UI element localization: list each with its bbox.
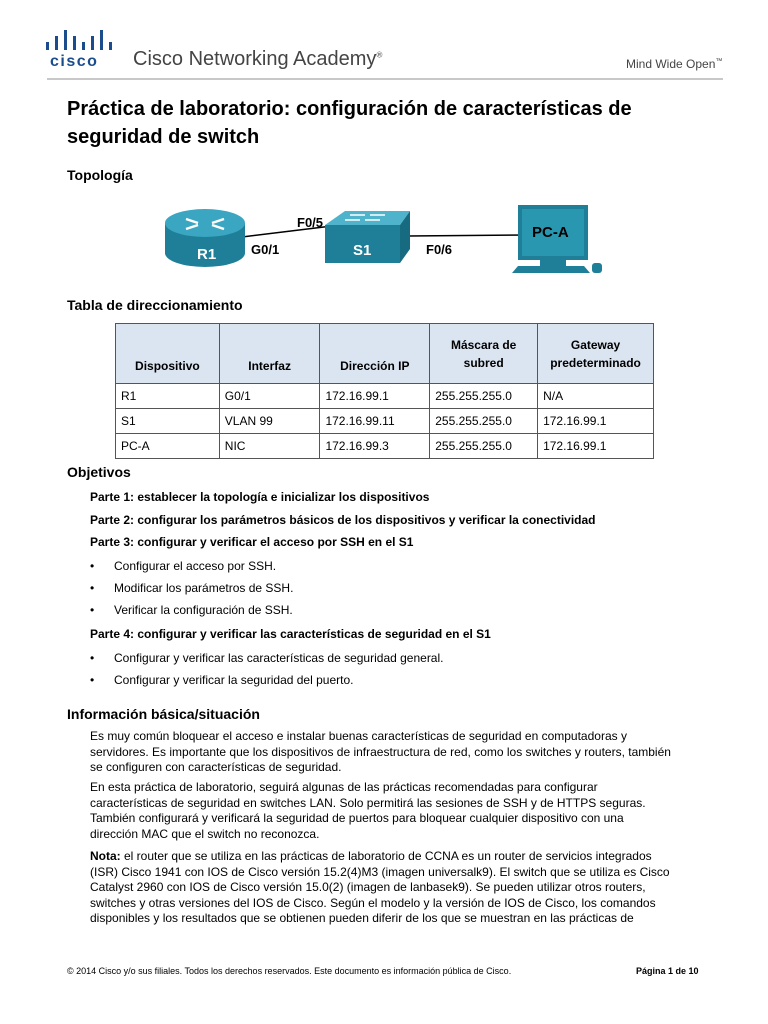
table-row (116, 384, 654, 409)
table-row (116, 434, 654, 459)
table-cell: G0/1 (219, 384, 320, 409)
objectives-heading: Objetivos (67, 464, 131, 480)
table-cell: 172.16.99.1 (538, 409, 654, 434)
table-row (116, 409, 654, 434)
col-header: Máscara de subred (430, 324, 538, 384)
addressing-table (115, 323, 654, 459)
table-header-row (116, 324, 654, 384)
table-cell: 172.16.99.1 (320, 384, 430, 409)
objective-part-2: Parte 2: configurar los parámetros básicos de los dispositivos y verificar la conectividad (90, 513, 596, 527)
table-cell: 172.16.99.3 (320, 434, 430, 459)
col-header: Dirección IP (320, 324, 430, 384)
page-number: Página 1 de 10 (636, 966, 699, 976)
topology-heading: Topología (67, 167, 133, 183)
col-header: Dispositivo (116, 324, 220, 384)
if-s1-f05: F0/5 (297, 215, 324, 230)
table-cell: R1 (116, 384, 220, 409)
router-label: R1 (197, 246, 217, 263)
if-r1-g01: G0/1 (251, 242, 280, 257)
table-cell: PC-A (116, 434, 220, 459)
background-paragraph-2: En esta práctica de laboratorio, seguirá algunas de las prácticas recomendadas para configurar características de seguridad en switches LAN. Solo permitirá las sesiones de SSH y de HTTPS seguras. También configurará y verificará la seguridad de puertos para bloquear cualquier dispositivo con una dirección MAC que el switch no reconozca. (90, 780, 646, 841)
topology-diagram (160, 197, 610, 292)
background-heading: Información básica/situación (67, 706, 260, 722)
objective-part-4: Parte 4: configurar y verificar las características de seguridad en el S1 (90, 627, 491, 641)
if-s1-f06: F0/6 (426, 242, 453, 257)
list-item: • Configurar y verificar las características de seguridad general. (90, 651, 444, 665)
cable-s1-pca (408, 235, 528, 236)
table-cell: 172.16.99.1 (538, 434, 654, 459)
table-cell: 255.255.255.0 (430, 409, 538, 434)
col-header: Gateway predeterminado (538, 324, 654, 384)
switch-label: S1 (353, 242, 372, 259)
objective-part-3: Parte 3: configurar y verificar el acceso por SSH en el S1 (90, 535, 414, 549)
background-paragraph-1: Es muy común bloquear el acceso e instalar buenas características de seguridad en computadoras y servidores. Es importante que los dispositivos de infraestructura de red, como los switches y routers, también se configuren con características de seguridad. (90, 729, 671, 774)
table-cell: S1 (116, 409, 220, 434)
table-cell: 255.255.255.0 (430, 384, 538, 409)
cisco-logo-bars-icon (46, 30, 112, 52)
table-cell: N/A (538, 384, 654, 409)
page-title: Práctica de laboratorio: configuración de características de seguridad de switch (67, 98, 632, 148)
note-paragraph: Nota: el router que se utiliza en las prácticas de laboratorio de CCNA es un router de servicios integrados (ISR) Cisco 1941 con IOS de Cisco versión 15.2(4)M3 (imagen universalk9). El switch que se utiliza es Cisco Catalyst 2960 con IOS de Cisco versión 15.0(2) (imagen de lanbasek9). Se pueden utilizar otros routers, switches y otras versiones del IOS de Cisco. Según el modelo y la versión de IOS de Cisco, los comandos disponibles y los resultados que se obtienen pueden diferir de los que se muestran en las prácticas de (90, 849, 670, 925)
table-cell: NIC (219, 434, 320, 459)
list-item: • Verificar la configuración de SSH. (90, 603, 293, 617)
list-item: • Configurar y verificar la seguridad del puerto. (90, 673, 354, 687)
header-divider (47, 78, 723, 80)
tagline: Mind Wide Open™ (626, 57, 723, 71)
list-item: • Configurar el acceso por SSH. (90, 559, 277, 573)
col-header: Interfaz (219, 324, 320, 384)
cisco-wordmark: cisco (50, 53, 99, 70)
table-cell: VLAN 99 (219, 409, 320, 434)
pc-label: PC-A (532, 224, 569, 241)
table-cell: 172.16.99.11 (320, 409, 430, 434)
academy-name: Cisco Networking Academy® (133, 48, 383, 70)
list-item: • Modificar los parámetros de SSH. (90, 581, 294, 595)
footer-copyright: © 2014 Cisco y/o sus filiales. Todos los derechos reservados. Este documento es información pública de Cisco. (67, 966, 512, 976)
objective-part-1: Parte 1: establecer la topología e inicializar los dispositivos (90, 490, 430, 504)
table-cell: 255.255.255.0 (430, 434, 538, 459)
addressing-heading: Tabla de direccionamiento (67, 297, 243, 313)
